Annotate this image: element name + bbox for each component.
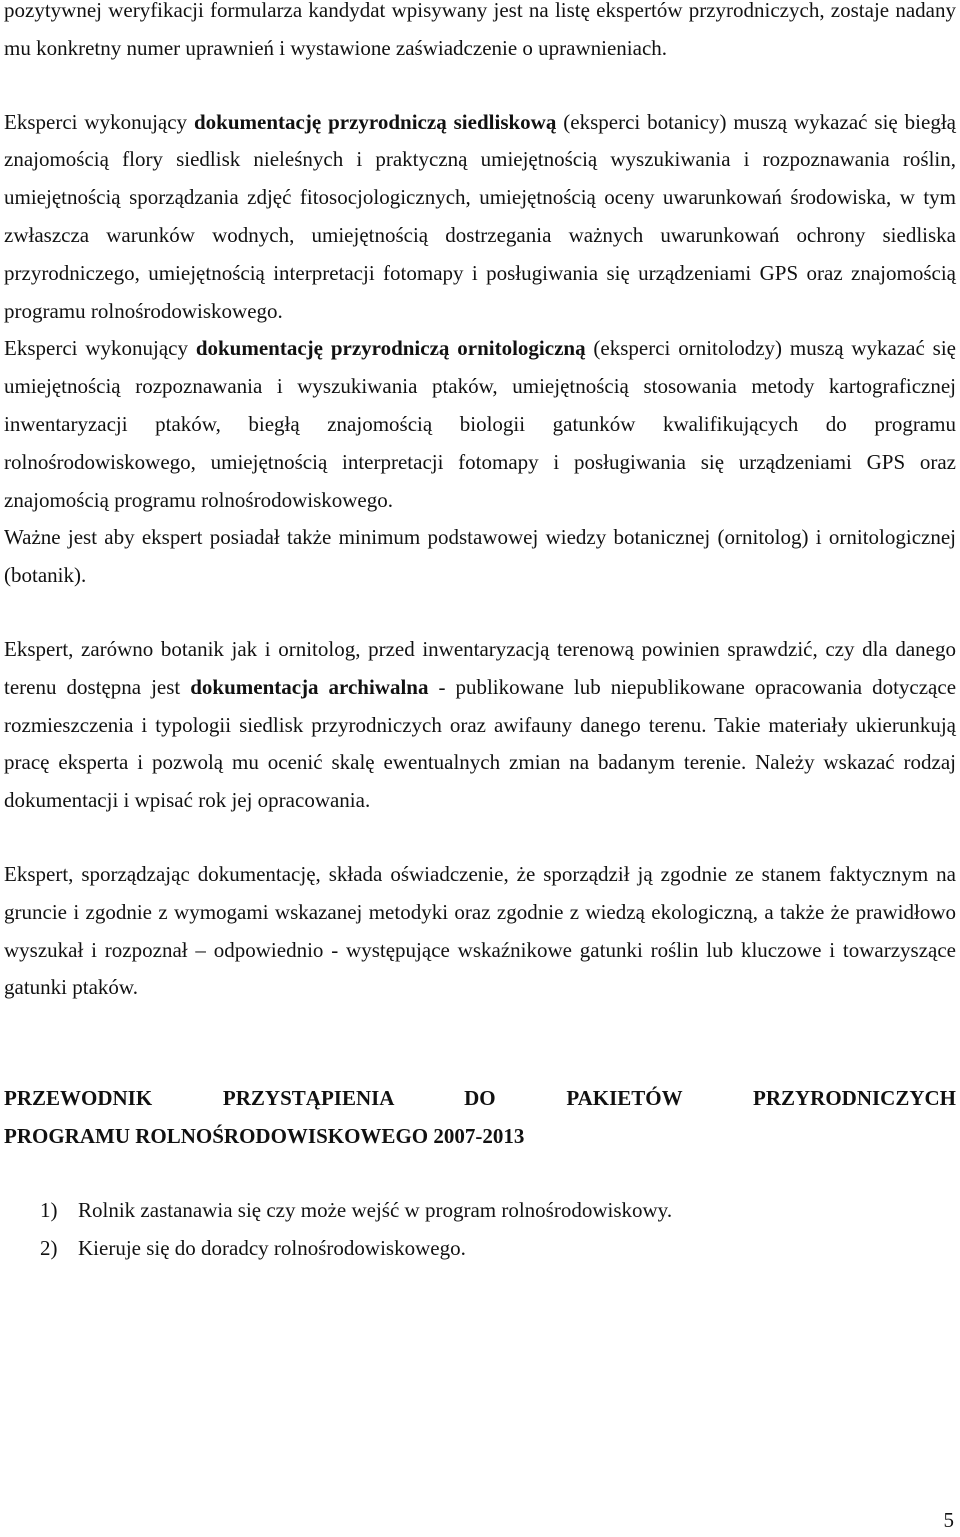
- list-item-text: Kieruje się do doradcy rolnośrodowiskowego.: [78, 1235, 466, 1260]
- document-page: [4, 0, 956, 1267]
- text-run: (eksperci ornitolodzy) muszą wykazać się umiejętnością rozpoznawania i wyszukiwania ptaków, umiejętnością stosowania metody kartograficznej inwentaryzacji ptaków, biegłą znajomością biologii gatunków kwalifikujących do programu rolnośrodowiskowego, umiejętnością interpretacji fotomapy i posługiwania się urządzeniami GPS oraz znajomością programu rolnośrodowiskowego.: [4, 336, 956, 512]
- steps-list: [4, 1192, 956, 1268]
- paragraph-declaration: Ekspert, sporządzając dokumentację, składa oświadczenie, że sporządził ją zgodnie ze stanem faktycznym na gruncie i zgodnie z wymogami wskazanej metodyki oraz zgodnie z wiedzą ekologiczną, a także że prawidłowo wyszukał i rozpoznał – odpowiednio - występujące wskaźnikowe gatunki roślin lub kluczowe i towarzyszące gatunki ptaków.: [4, 861, 956, 1000]
- paragraph-important-note: Ważne jest aby ekspert posiadał także minimum podstawowej wiedzy botanicznej (ornitolog) i ornitologicznej (botanik).: [4, 525, 956, 588]
- section-heading-line2: PROGRAMU ROLNOŚRODOWISKOWEGO 2007-2013: [4, 1123, 525, 1148]
- text-run: Eksperci wykonujący: [4, 109, 194, 134]
- list-item-number: 2): [40, 1235, 58, 1260]
- list-item-number: 1): [40, 1197, 58, 1222]
- text-run: (eksperci botanicy) muszą wykazać się biegłą znajomością flory siedlisk nieleśnych i praktyczną umiejętnością wyszukiwania i rozpoznawania roślin, umiejętnością sporządzania zdjęć fitosocjologicznych, umiejętnością oceny uwarunkowań środowiska, w tym zwłaszcza warunków wodnych, umiejętnością dostrzegania ważnych uwarunkowań ochrony siedliska przyrodniczego, umiejętnością interpretacji fotomapy i posługiwania się urządzeniami GPS oraz znajomością programu rolnośrodowiskowego.: [4, 109, 956, 323]
- spacer: [4, 1043, 956, 1080]
- paragraph-archive-documentation: [4, 631, 956, 820]
- list-item: [4, 1230, 956, 1268]
- paragraph-ornithology-experts: [4, 330, 956, 519]
- spacer: [4, 1007, 956, 1043]
- list-item: [4, 1192, 956, 1230]
- text-run: Eksperci wykonujący: [4, 336, 196, 361]
- bold-term: dokumentację przyrodniczą siedliskową: [194, 109, 557, 134]
- page-number: 5: [943, 1508, 954, 1532]
- spacer: [4, 820, 956, 856]
- section-heading-line1: PRZEWODNIK PRZYSTĄPIENIA DO PAKIETÓW PRZYRODNICZYCH: [4, 1086, 956, 1111]
- spacer: [4, 68, 956, 104]
- bold-term: dokumentację przyrodniczą ornitologiczną: [195, 336, 586, 361]
- list-item-text: Rolnik zastanawia się czy może wejść w program rolnośrodowiskowy.: [78, 1197, 673, 1222]
- paragraph-habitat-experts: [4, 104, 956, 331]
- text-run: - publikowane lub niepublikowane opracowania dotyczące rozmieszczenia i typologii siedlisk przyrodniczych oraz awifauny danego terenu. Takie materiały ukierunkują pracę eksperta i pozwolą mu ocenić skalę ewentualnych zmian na badanym terenie. Należy wskazać rodzaj dokumentacji i wpisać rok jej opracowania.: [4, 674, 957, 813]
- paragraph-verification: pozytywnej weryfikacji formularza kandydat wpisywany jest na listę ekspertów przyrodniczych, zostaje nadany mu konkretny numer uprawnień i wystawione zaświadczenie o uprawnieniach.: [4, 0, 956, 60]
- bold-term: dokumentacja archiwalna: [190, 674, 429, 699]
- spacer: [4, 595, 956, 631]
- text-run: Ekspert, zarówno botanik jak i ornitolog, przed inwentaryzacją terenową powinien sprawdzić, czy dla danego terenu dostępna jest: [4, 636, 956, 699]
- spacer: [4, 1156, 956, 1192]
